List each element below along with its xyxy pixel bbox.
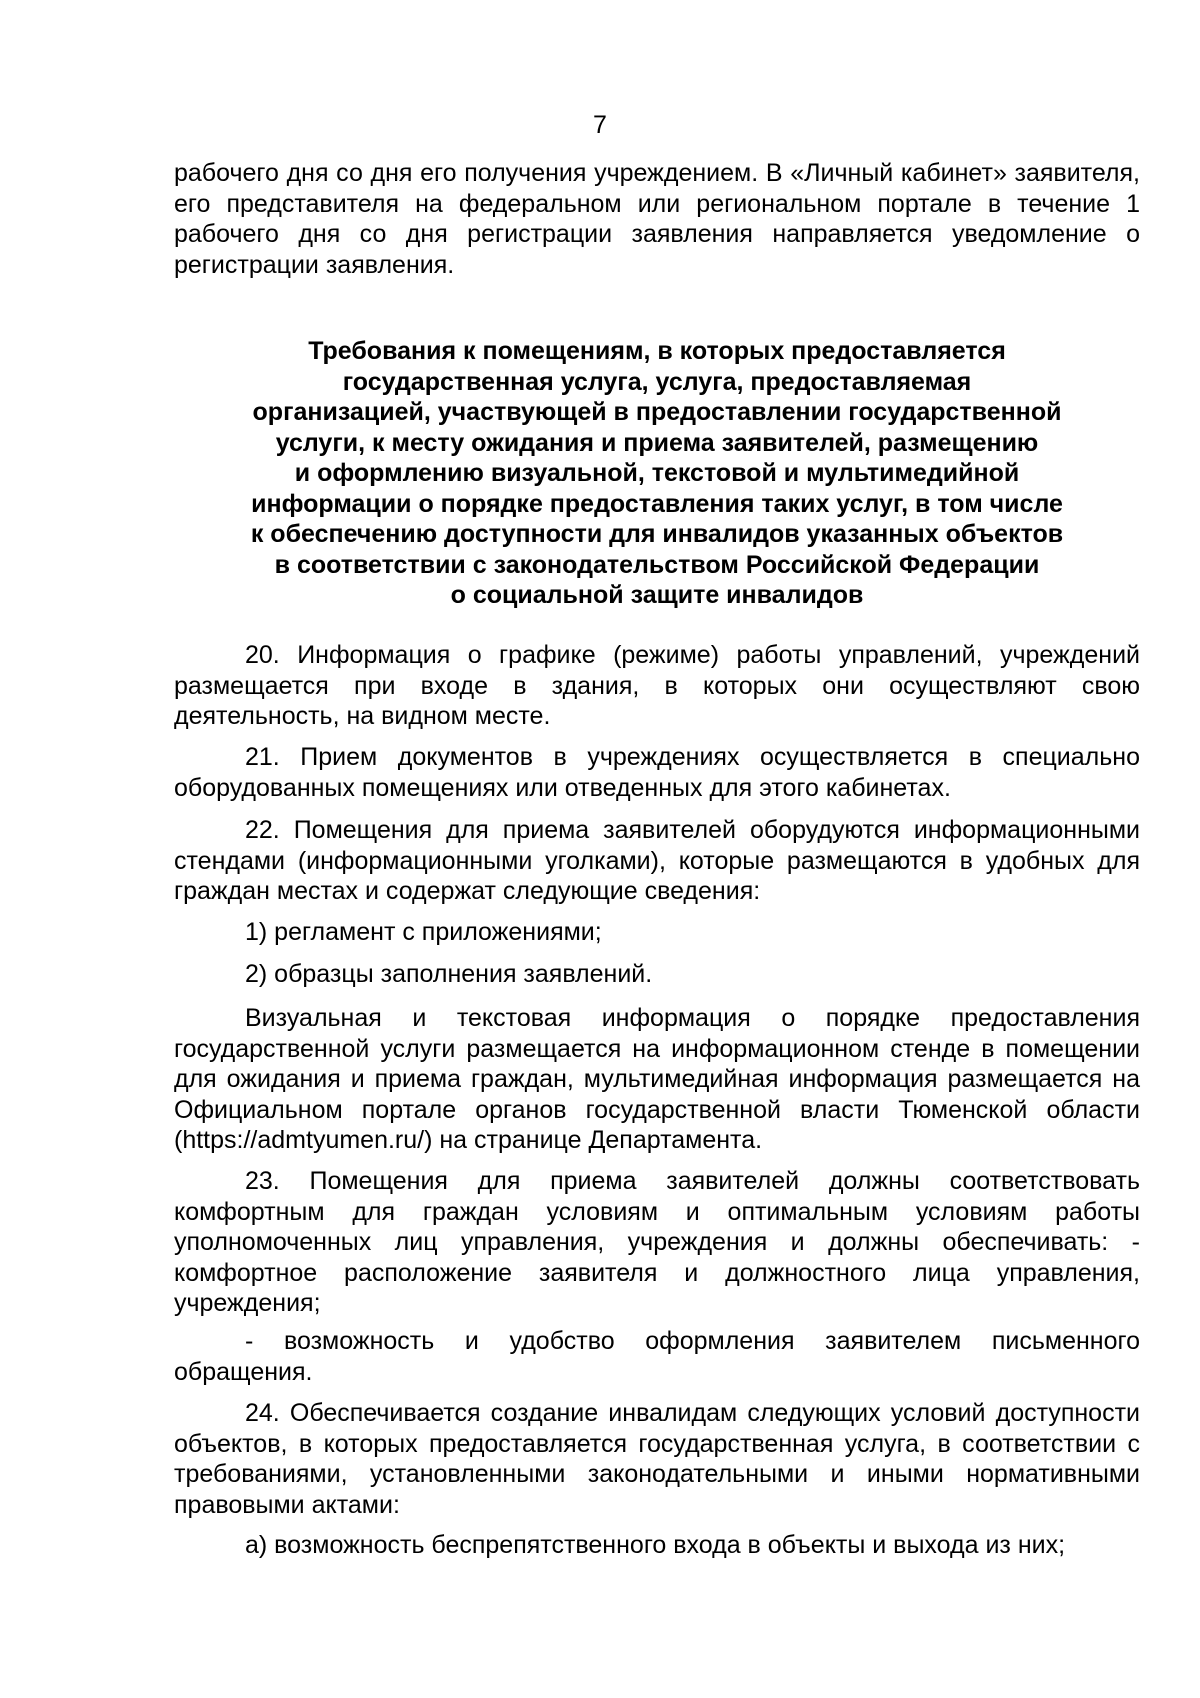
paragraph-21: 21. Прием документов в учреждениях осуществляется в специально оборудованных помещениях или отведенных для этого кабинетах. — [174, 743, 1140, 802]
paragraph-23-item: - возможность и удобство оформления заявителем письменного обращения. — [174, 1327, 1140, 1386]
paragraph-22-item-2: 2) образцы заполнения заявлений. — [245, 960, 653, 988]
paragraph-22: 22. Помещения для приема заявителей оборудуются информационными стендами (информационными уголками), которые размещаются в удобных для граждан местах и содержат следующие сведения: — [174, 816, 1140, 905]
section-heading-line: услуги, к месту ожидания и приема заявителей, размещению — [275, 428, 1039, 457]
section-heading-line: к обеспечению доступности для инвалидов указанных объектов — [250, 520, 1064, 548]
section-heading-line: о социальной защите инвалидов — [450, 581, 864, 609]
paragraph-22-item-1: 1) регламент с приложениями; — [245, 918, 602, 946]
paragraph-24: 24. Обеспечивается создание инвалидам следующих условий доступности объектов, в которых предоставляется государственная услуга, в соответствии с требованиями, установленными законодательными и иными нормативными правовыми актами: — [174, 1399, 1140, 1519]
section-heading-line: в соответствии с законодательством Российской Федерации — [274, 550, 1040, 579]
section-heading-line: и оформлению визуальной, текстовой и мультимедийной — [294, 459, 1020, 487]
paragraph-20: 20. Информация о графике (режиме) работы управлений, учреждений размещается при входе в здания, в которых они осуществляют свою деятельность, на видном месте. — [174, 641, 1140, 730]
paragraph-22-visual-info: Визуальная и текстовая информация о порядке предоставления государственной услуги размещается на информационном стенде в помещении для ожидания и приема граждан, мультимедийная информация размещается на Официальном портале органов государственной власти Тюменской области (https://admtyumen.ru/) на странице Департамента. — [174, 1004, 1140, 1154]
paragraph-24-item-a: а) возможность беспрепятственного входа в объекты и выхода из них; — [245, 1531, 1066, 1559]
section-heading — [174, 336, 1140, 611]
section-heading-line: организацией, участвующей в предоставлении государственной — [252, 398, 1062, 426]
section-heading-line: информации о порядке предоставления таких услуг, в том числе — [251, 489, 1063, 518]
paragraph-23: 23. Помещения для приема заявителей должны соответствовать комфортным для граждан условиям и оптимальным условиям работы уполномоченных лиц управления, учреждения и должны обеспечивать: - комфортное расположение заявителя и должностного лица управления, учреждения; — [174, 1167, 1140, 1317]
intro-paragraph: рабочего дня со дня его получения учреждением. В «Личный кабинет» заявителя, его представителя на федеральном или региональном портале в течение 1 рабочего дня со дня регистрации заявления направляется уведомление о регистрации заявления. — [174, 159, 1140, 279]
page-number: 7 — [593, 111, 607, 139]
section-heading-line: государственная услуга, услуга, предоставляемая — [342, 367, 972, 396]
section-heading-line: Требования к помещениям, в которых предоставляется — [308, 337, 1006, 365]
